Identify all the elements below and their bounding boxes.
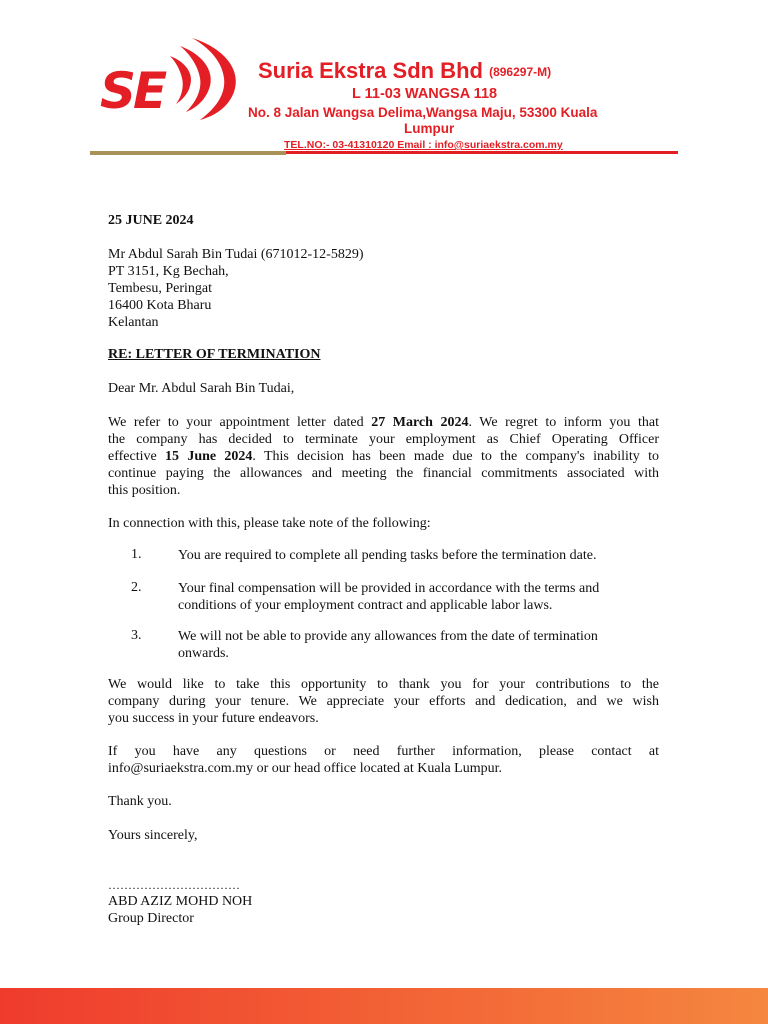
list-item-line: We will not be able to provide any allowances from the date of termination — [178, 629, 598, 644]
recipient-line: Kelantan — [108, 315, 159, 330]
letterhead-rule-red — [286, 151, 678, 154]
list-item-line: Your final compensation will be provided in accordance with the terms and — [178, 581, 600, 596]
list-item — [178, 547, 660, 564]
thank-you: Thank you. — [108, 794, 172, 809]
letter-subject: RE: LETTER OF TERMINATION — [108, 347, 321, 362]
recipient-line: PT 3151, Kg Bechah, — [108, 264, 229, 279]
list-item-number: 2. — [131, 580, 142, 595]
letter-date: 25 JUNE 2024 — [108, 213, 194, 228]
salutation: Dear Mr. Abdul Sarah Bin Tudai, — [108, 381, 295, 396]
recipient-line: Tembesu, Peringat — [108, 281, 212, 296]
list-item-number: 1. — [131, 547, 142, 562]
text-run: . We regret to inform you that — [468, 415, 659, 430]
list-item-number: 3. — [131, 628, 142, 643]
list-item-line: onwards. — [178, 646, 229, 661]
text-run: We refer to your appointment letter dated — [108, 415, 372, 430]
paragraph-line: company during your tenure. We appreciate your efforts and dedication, and we wish — [108, 694, 659, 709]
list-item-line: You are required to complete all pending tasks before the termination date. — [178, 548, 597, 563]
letterhead-rule-gold — [90, 151, 286, 155]
paragraph-line: the company has decided to terminate your employment as Chief Operating Officer — [108, 432, 659, 447]
list-item-line: conditions of your employment contract and applicable labor laws. — [178, 598, 553, 613]
appointment-date: 27 March 2024 — [371, 415, 469, 430]
list-item — [178, 628, 660, 662]
paragraph-line — [108, 414, 659, 431]
paragraph-line: this position. — [108, 483, 181, 498]
paragraph-line — [108, 448, 659, 465]
paragraph-line: info@suriaekstra.com.my or our head office located at Kuala Lumpur. — [108, 761, 503, 776]
company-name — [258, 58, 551, 84]
footer-band — [0, 988, 768, 1024]
effective-date: 15 June 2024 — [165, 449, 253, 464]
list-item — [178, 580, 660, 614]
signature-line: …………………………… — [108, 878, 240, 892]
address-line-2: No. 8 Jalan Wangsa Delima,Wangsa Maju, 53300 Kuala — [248, 105, 598, 120]
paragraph-thanks — [108, 676, 659, 727]
list-intro: In connection with this, please take note of the following: — [108, 516, 431, 531]
paragraph-contact — [108, 743, 659, 777]
contact-line: TEL.NO:- 03-41310120 Email : info@suriaekstra.com.my — [284, 139, 563, 151]
closing: Yours sincerely, — [108, 828, 198, 843]
signatory-title: Group Director — [108, 911, 194, 926]
text-run: effective — [108, 449, 166, 464]
paragraph-termination — [108, 414, 659, 499]
address-line-1: L 11-03 WANGSA 118 — [352, 86, 498, 102]
recipient-line: 16400 Kota Bharu — [108, 298, 212, 313]
recipient-line: Mr Abdul Sarah Bin Tudai (671012-12-5829) — [108, 247, 364, 262]
text-run: . This decision has been made due to the company's inability to — [252, 449, 659, 464]
svg-text:SE: SE — [100, 62, 165, 120]
address-line-3: Lumpur — [404, 121, 455, 136]
paragraph-line: continue paying the allowances and meeting the financial commitments associated with — [108, 466, 659, 481]
company-name-text: Suria Ekstra Sdn Bhd — [258, 58, 483, 83]
paragraph-line: you success in your future endeavors. — [108, 711, 319, 726]
signatory-name: ABD AZIZ MOHD NOH — [108, 894, 253, 909]
registration-number: (896297-M) — [489, 65, 552, 79]
paragraph-line: We would like to take this opportunity to thank you for your contributions to the — [108, 677, 659, 692]
paragraph-line: If you have any questions or need further information, please contact at — [108, 744, 659, 759]
se-logo-icon — [96, 36, 242, 120]
